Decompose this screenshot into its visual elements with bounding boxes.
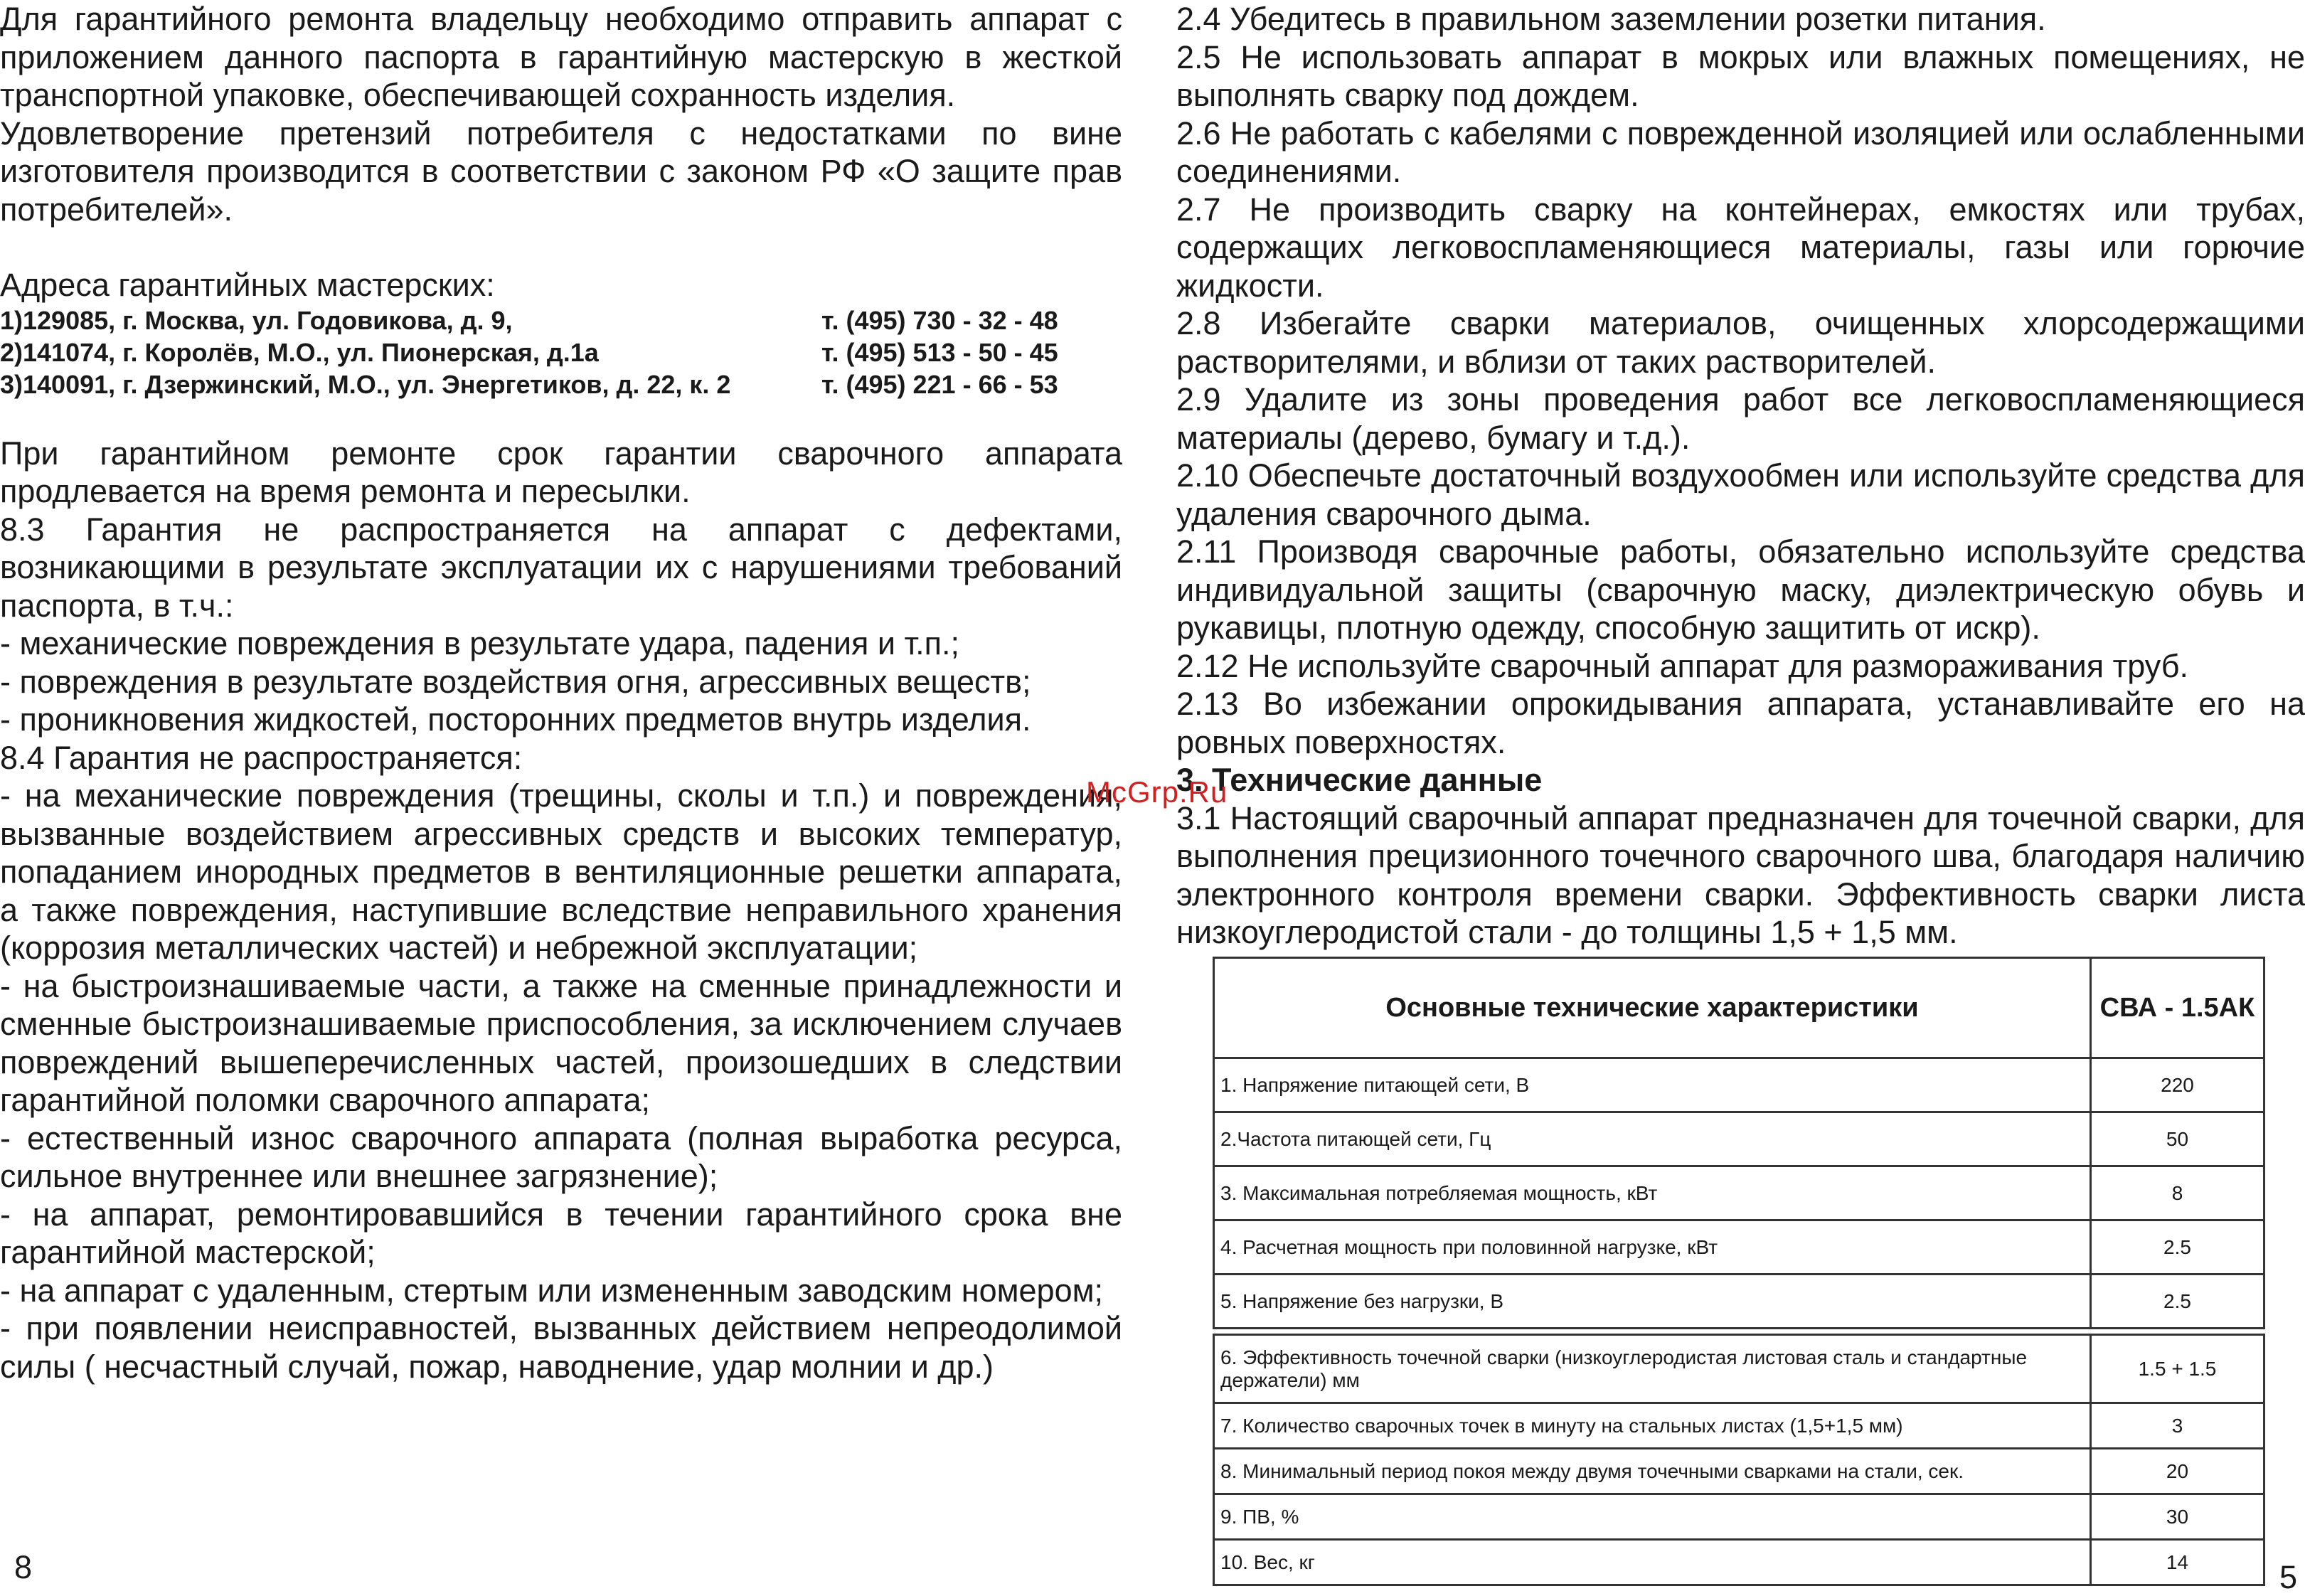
table-row	[1214, 1166, 2264, 1220]
list-item: - естественный износ сварочного аппарата (полная выработка ресурса, сильное внутреннее или внешнее загрязнение);	[0, 1119, 1122, 1194]
row-value: 20	[2091, 1449, 2264, 1494]
row-value: 220	[2091, 1058, 2264, 1112]
list-item: - на аппарат с удаленным, стертым или измененным заводским номером;	[0, 1272, 1104, 1309]
address-row	[0, 368, 1122, 400]
row-label: 3. Максимальная потребляемая мощность, кВт	[1214, 1166, 2091, 1220]
safety-item: 2.12 Не используйте сварочный аппарат для размораживания труб.	[1176, 647, 2189, 684]
safety-item: 2.11 Производя сварочные работы, обязательно используйте средства индивидуальной защиты (сварочную маску, диэлектрическую обувь и рукавицы, плотную одежду, способную защитить от искр).	[1176, 533, 2305, 646]
safety-item: 2.9 Удалите из зоны проведения работ все легковоспламеняющиеся материалы (дерево, бумагу и т.д.).	[1176, 381, 2305, 456]
phone: т. (495) 513 - 50 - 45	[821, 337, 1058, 367]
safety-item: 2.8 Избегайте сварки материалов, очищенных хлорсодержащими растворителями, и вблизи от таких растворителей.	[1176, 305, 2305, 380]
intro-paragraph-1: Для гарантийного ремонта владельцу необходимо отправить аппарат с приложением данного паспорта в гарантийную мастерскую в жесткой транспортной упаковке, обеспечивающей сохранность изделия.	[0, 1, 1122, 113]
list-item: - проникновения жидкостей, посторонних предметов внутрь изделия.	[0, 701, 1031, 738]
page-number-right: 5	[2279, 1559, 2298, 1595]
safety-item: 2.13 Во избежании опрокидывания аппарата, устанавливайте его на ровных поверхностях.	[1176, 686, 2305, 760]
table-row	[1214, 1112, 2264, 1166]
address-row	[0, 304, 1122, 336]
address: 2)141074, г. Королёв, М.О., ул. Пионерская, д.1а	[0, 337, 599, 367]
safety-item: 2.7 Не производить сварку на контейнерах, емкостях или трубах, содержащих легковоспламеняющиеся материалы, газы или горючие жидкости.	[1176, 191, 2305, 304]
row-value: 8	[2091, 1166, 2264, 1220]
safety-item: 2.10 Обеспечьте достаточный воздухообмен или используйте средства для удаления сварочного дыма.	[1176, 457, 2305, 532]
spec-table	[1213, 957, 2265, 1586]
table-header	[1214, 958, 2264, 1058]
list-item: - на аппарат, ремонтировавшийся в течении гарантийного срока вне гарантийной мастерской;	[0, 1196, 1122, 1270]
intro-paragraph-2: Удовлетворение претензий потребителя с недостатками по вине изготовителя производится в соответствии с законом РФ «О защите прав потребителей».	[0, 115, 1122, 228]
safety-item: 2.6 Не работать с кабелями с поврежденной изоляцией или ослабленными соединениями.	[1176, 115, 2305, 189]
row-label: 7. Количество сварочных точек в минуту на стальных листах (1,5+1,5 мм)	[1214, 1403, 2091, 1449]
address: 3)140091, г. Дзержинский, М.О., ул. Энергетиков, д. 22, к. 2	[0, 369, 731, 399]
row-label: 10. Вес, кг	[1214, 1540, 2091, 1585]
safety-item: 2.5 Не использовать аппарат в мокрых или влажных помещениях, не выполнять сварку под дождем.	[1176, 38, 2305, 113]
table-row	[1214, 1540, 2264, 1585]
table-row	[1214, 1220, 2264, 1275]
row-value: 1.5 + 1.5	[2091, 1335, 2264, 1403]
row-value: 50	[2091, 1112, 2264, 1166]
row-label: 2.Частота питающей сети, Гц	[1214, 1112, 2091, 1166]
section-paragraph: 3.1 Настоящий сварочный аппарат предназначен для точечной сварки, для выполнения прецизионного точечного сварочного шва, благодаря наличию электронного контроля времени сварки. Эффективность сварки листа низкоуглеродистой стали - до толщины 1,5 + 1,5 мм.	[1176, 799, 2305, 950]
safety-item: 2.4 Убедитесь в правильном заземлении розетки питания.	[1176, 1, 2046, 37]
row-label: 6. Эффективность точечной сварки (низкоуглеродистая листовая сталь и стандартные держатели) мм	[1214, 1335, 2091, 1403]
row-label: 5. Напряжение без нагрузки, В	[1214, 1275, 2091, 1329]
table-row	[1214, 1494, 2264, 1540]
row-value: 14	[2091, 1540, 2264, 1585]
row-value: 30	[2091, 1494, 2264, 1540]
table-row	[1214, 1403, 2264, 1449]
table-row	[1214, 1275, 2264, 1329]
row-label: 9. ПВ, %	[1214, 1494, 2091, 1540]
right-page	[1176, 0, 2305, 952]
row-label: 1. Напряжение питающей сети, В	[1214, 1058, 2091, 1112]
addresses-title: Адреса гарантийных мастерских:	[0, 267, 495, 303]
table-row	[1214, 1058, 2264, 1112]
row-value: 2.5	[2091, 1220, 2264, 1275]
header-label: Основные технические характеристики	[1214, 958, 2091, 1058]
row-label: 8. Минимальный период покоя между двумя точечными сварками на стали, сек.	[1214, 1449, 2091, 1494]
row-value: 3	[2091, 1403, 2264, 1449]
phone: т. (495) 730 - 32 - 48	[821, 305, 1058, 335]
table-row	[1214, 1335, 2264, 1403]
list-item: - повреждения в результате воздействия огня, агрессивных веществ;	[0, 663, 1031, 700]
list-item: - при появлении неисправностей, вызванных действием непреодолимой силы ( несчастный случай, пожар, наводнение, удар молнии и др.)	[0, 1310, 1122, 1385]
row-label: 4. Расчетная мощность при половинной нагрузке, кВт	[1214, 1220, 2091, 1275]
phone: т. (495) 221 - 66 - 53	[821, 369, 1058, 399]
list-item: - механические повреждения в результате удара, падения и т.п.;	[0, 625, 959, 661]
item-8-4: 8.4 Гарантия не распространяется:	[0, 739, 523, 776]
list-item: - на механические повреждения (трещины, сколы и т.п.) и повреждения, вызванные воздействием агрессивных средств и высоких температур, попаданием инородных предметов в вентиляционные решетки аппарата, а также повреждения, наступившие вследствие неправильного хранения (коррозия металлических частей) и небрежной эксплуатации;	[0, 777, 1122, 966]
left-page	[0, 0, 1122, 1385]
section-title: 3. Технические данные	[1176, 762, 1543, 798]
list-item: - на быстроизнашиваемые части, а также на сменные принадлежности и сменные быстроизнашиваемые приспособления, за исключением случаев повреждений вышеперечисленных частей, произошедших в следствии гарантийной поломки сварочного аппарата;	[0, 967, 1122, 1118]
item-8-3: 8.3 Гарантия не распространяется на аппарат с дефектами, возникающими в результате эксплуатации их с нарушениями требований паспорта, в т.ч.:	[0, 511, 1122, 624]
header-model: СВА - 1.5АК	[2091, 958, 2264, 1058]
address: 1)129085, г. Москва, ул. Годовикова, д. 9,	[0, 305, 513, 335]
repair-paragraph: При гарантийном ремонте срок гарантии сварочного аппарата продлевается на время ремонта и пересылки.	[0, 435, 1122, 509]
table-row	[1214, 1449, 2264, 1494]
page-number-left: 8	[14, 1549, 33, 1585]
watermark: McGrp.Ru	[1086, 775, 1228, 809]
address-row	[0, 336, 1122, 368]
row-value: 2.5	[2091, 1275, 2264, 1329]
